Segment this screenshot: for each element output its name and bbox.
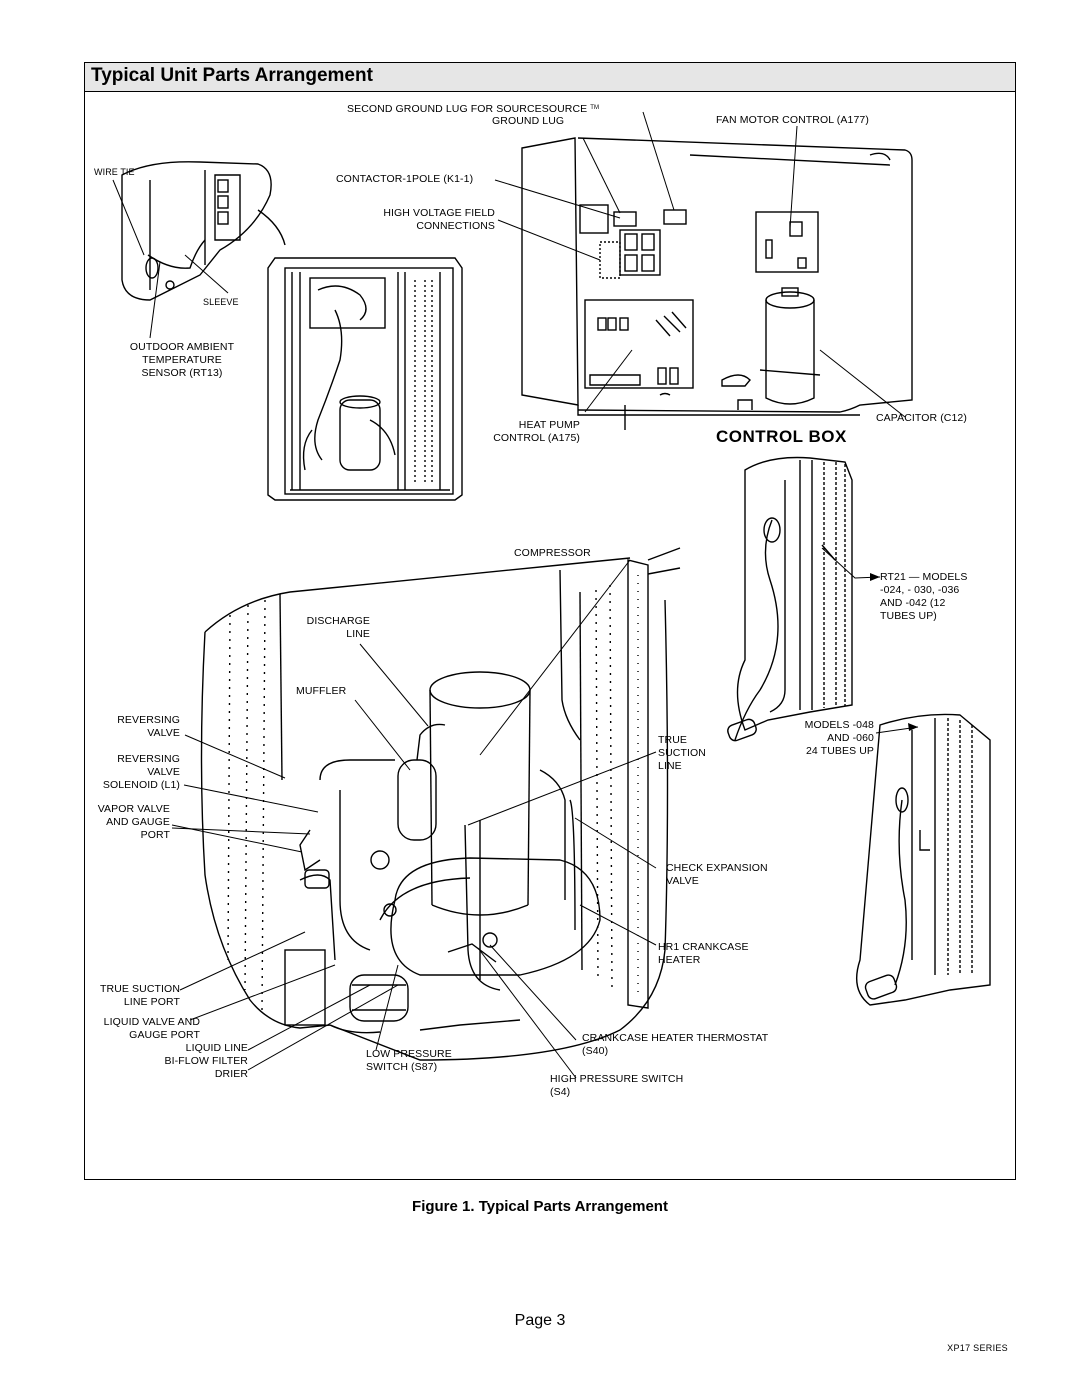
- reversing-valve-line-1: REVERSING: [117, 714, 180, 726]
- reversing-solenoid-line-2: VALVE: [147, 766, 180, 778]
- true-suction-port-line-1: TRUE SUCTION: [100, 983, 180, 995]
- sensor-inset-drawing: [122, 162, 285, 300]
- outdoor-ambient-label: [102, 341, 262, 380]
- compressor-label: COMPRESSOR: [514, 547, 591, 559]
- crankcase-thermostat-line-1: CRANKCASE HEATER THERMOSTAT: [582, 1032, 769, 1044]
- ground-lug-label: GROUND LUG: [492, 115, 565, 127]
- rt21-line-4: TUBES UP): [880, 610, 937, 622]
- reversing-valve-line-2: VALVE: [147, 727, 180, 739]
- figure-caption: Figure 1. Typical Parts Arrangement: [412, 1198, 668, 1215]
- tubes-24-coil-drawing: [857, 714, 990, 1005]
- discharge-line-2: LINE: [346, 628, 370, 640]
- page-title: Typical Unit Parts Arrangement: [91, 65, 373, 86]
- high-voltage-label: [330, 207, 495, 233]
- rt21-line-2: -024, - 030, -036: [880, 584, 960, 596]
- liquid-valve-label: [70, 1016, 200, 1042]
- discharge-line-label: [270, 615, 370, 641]
- hr1-line-1: HR1 CRANKCASE: [658, 941, 749, 953]
- true-suction-port-line-2: LINE PORT: [123, 996, 180, 1008]
- biflow-line-2: DRIER: [214, 1068, 248, 1080]
- biflow-line-1: BI-FLOW FILTER: [164, 1055, 248, 1067]
- muffler-label: MUFFLER: [296, 685, 347, 697]
- trademark-mark: TM: [590, 105, 600, 111]
- check-expansion-line-2: VALVE: [666, 875, 699, 887]
- page-number: Page 3: [514, 1312, 566, 1329]
- outdoor-ambient-line-3: SENSOR (RT13): [141, 367, 223, 379]
- outdoor-ambient-line-2: TEMPERATURE: [142, 354, 222, 366]
- true-suction-line-2: SUCTION: [658, 747, 706, 759]
- vapor-valve-line-1: VAPOR VALVE: [97, 803, 170, 815]
- high-voltage-line-2: CONNECTIONS: [416, 220, 495, 232]
- rt21-line-3: AND -042 (12: [880, 597, 946, 609]
- reversing-valve-label: [80, 714, 180, 740]
- second-ground-lug-label: [347, 102, 599, 116]
- hr1-crankcase-heater-label: [658, 941, 749, 967]
- sleeve-label: SLEEVE: [203, 297, 239, 307]
- discharge-line-1: DISCHARGE: [306, 615, 370, 627]
- liquid-valve-line-1: LIQUID VALVE AND: [103, 1016, 200, 1028]
- high-pressure-line-2: (S4): [550, 1086, 571, 1098]
- low-pressure-line-2: SWITCH (S87): [366, 1061, 438, 1073]
- crankcase-thermostat-label: [582, 1032, 768, 1058]
- rt21-coil-drawing: [726, 458, 852, 743]
- vapor-valve-line-3: PORT: [140, 829, 170, 841]
- models-048-line-1: MODELS -048: [804, 719, 874, 731]
- capacitor-label: CAPACITOR (C12): [876, 412, 967, 424]
- models-048-label: [760, 719, 874, 758]
- fan-motor-control-label: FAN MOTOR CONTROL (A177): [716, 114, 869, 126]
- true-suction-line-3: LINE: [658, 760, 682, 772]
- reversing-solenoid-line-1: REVERSING: [117, 753, 180, 765]
- control-box-label: CONTROL BOX: [716, 427, 847, 446]
- rt21-line-1: RT21 — MODELS: [880, 571, 968, 583]
- liquid-line-filter-label: [120, 1042, 248, 1081]
- rt21-label: [880, 571, 967, 623]
- reversing-solenoid-label: [80, 753, 180, 792]
- vapor-valve-label: [70, 803, 170, 842]
- low-pressure-line-1: LOW PRESSURE: [366, 1048, 452, 1060]
- heat-pump-line-1: HEAT PUMP: [518, 419, 580, 431]
- check-expansion-valve-label: [666, 862, 768, 888]
- control-box-drawing: [522, 138, 912, 430]
- heat-pump-control-label: [450, 419, 580, 445]
- unit-front-drawing: [268, 258, 462, 500]
- reversing-solenoid-line-3: SOLENOID (L1): [102, 779, 180, 791]
- wire-tie-label: WIRE TIE: [94, 167, 135, 177]
- liquid-valve-line-2: GAUGE PORT: [129, 1029, 200, 1041]
- liquid-line-text: LIQUID LINE: [185, 1042, 248, 1054]
- high-voltage-line-1: HIGH VOLTAGE FIELD: [383, 207, 495, 219]
- leader-lines: [113, 112, 918, 1078]
- heat-pump-line-2: CONTROL (A175): [493, 432, 580, 444]
- contactor-label: CONTACTOR-1POLE (K1-1): [336, 173, 474, 185]
- series-label: XP17 SERIES: [947, 1343, 1008, 1353]
- high-pressure-line-1: HIGH PRESSURE SWITCH: [550, 1073, 684, 1085]
- second-ground-lug-text: SECOND GROUND LUG FOR SOURCESOURCE: [347, 103, 588, 115]
- hr1-line-2: HEATER: [658, 954, 701, 966]
- true-suction-line-1: TRUE: [658, 734, 687, 746]
- check-expansion-line-1: CHECK EXPANSION: [666, 862, 768, 874]
- models-048-line-2: AND -060: [827, 732, 874, 744]
- true-suction-port-label: [60, 983, 180, 1009]
- outdoor-ambient-line-1: OUTDOOR AMBIENT: [129, 341, 235, 353]
- crankcase-thermostat-line-2: (S40): [582, 1045, 609, 1057]
- models-048-line-3: 24 TUBES UP: [805, 745, 874, 757]
- low-pressure-switch-label: [366, 1048, 452, 1074]
- vapor-valve-line-2: AND GAUGE: [106, 816, 170, 828]
- true-suction-line-label: [658, 734, 706, 773]
- high-pressure-switch-label: [550, 1073, 683, 1099]
